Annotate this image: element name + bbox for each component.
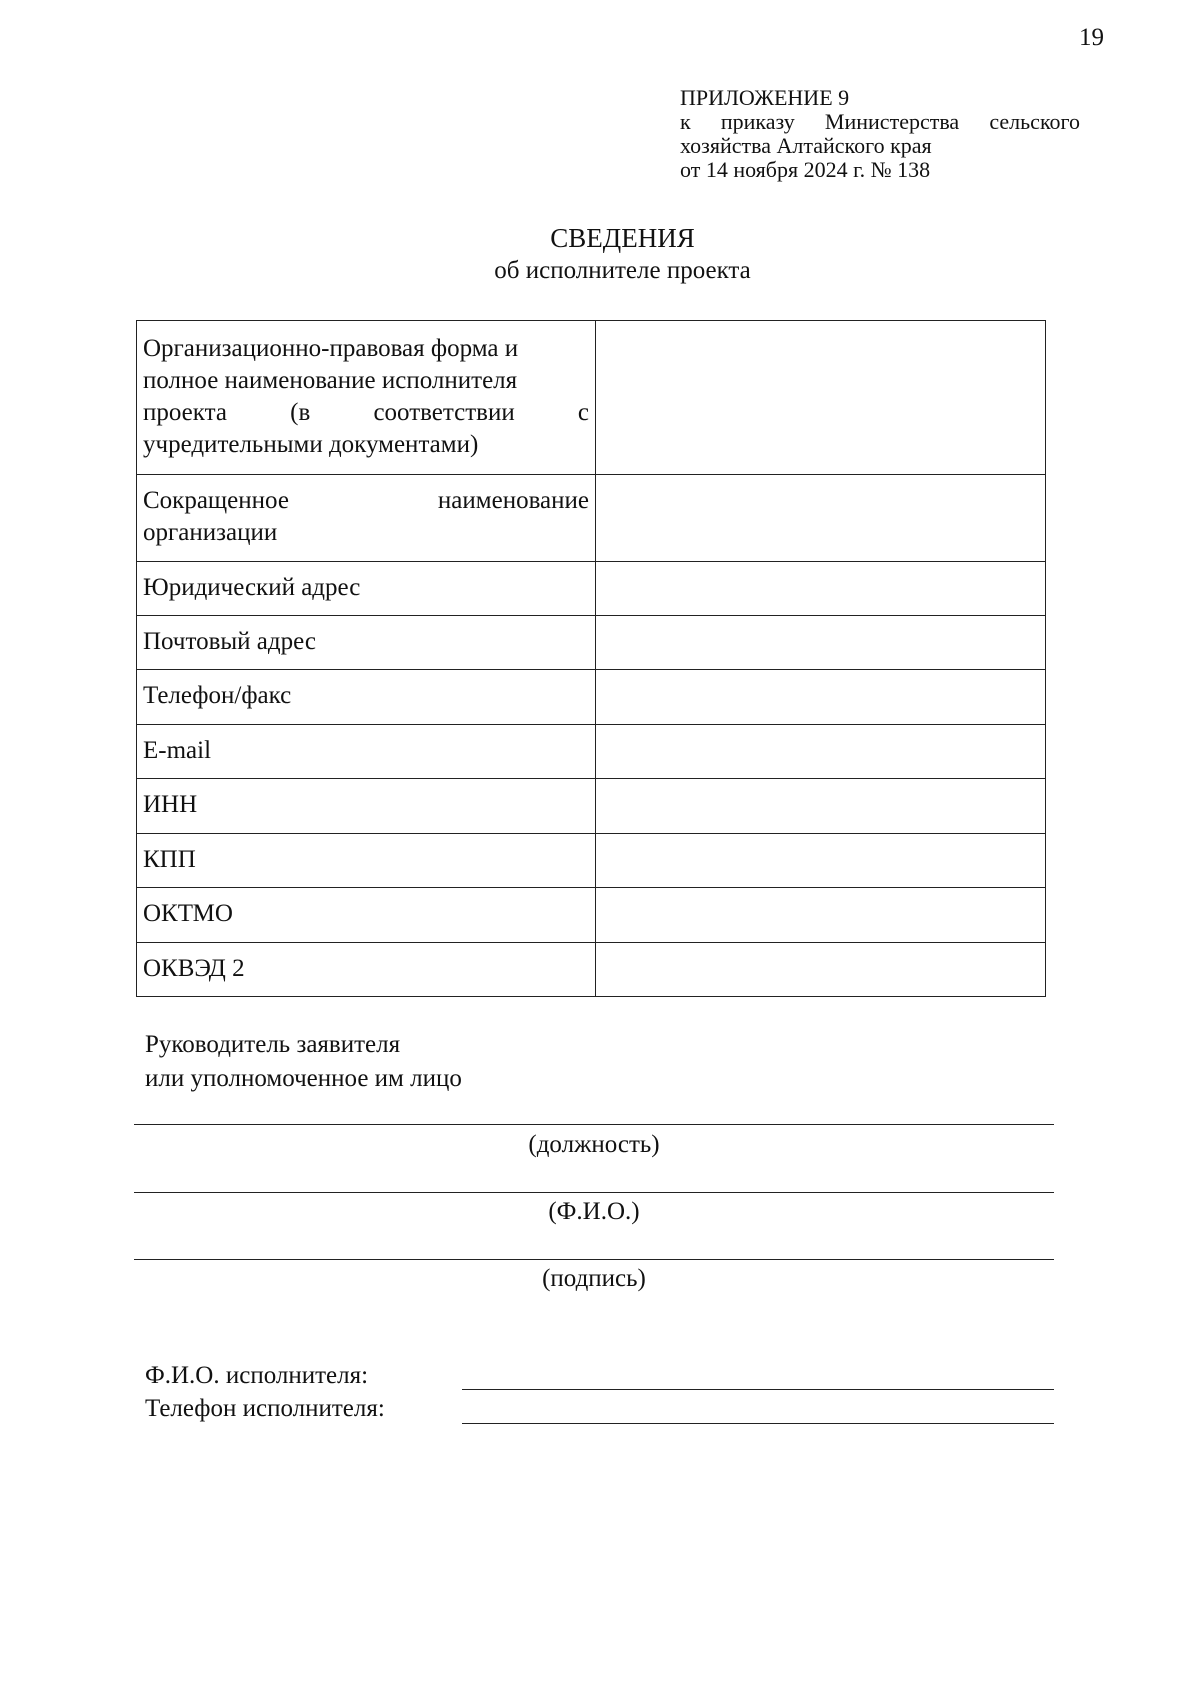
appendix-order-ref: к приказу Министерства сельского (680, 109, 1080, 134)
table-row (137, 475, 1046, 562)
table-row (137, 562, 1046, 616)
signature-line[interactable] (134, 1259, 1054, 1260)
signatory-title: Руководитель заявителя (145, 1031, 401, 1058)
row-label (137, 475, 596, 562)
appendix-title: ПРИЛОЖЕНИЕ 9 (680, 85, 850, 110)
row-value[interactable] (596, 943, 1046, 997)
signatory-subtitle: или уполномоченное им лицо (145, 1065, 462, 1092)
executor-phone-line[interactable] (462, 1423, 1054, 1424)
table-row (137, 321, 1046, 475)
document-title: СВЕДЕНИЯ (550, 223, 695, 253)
row-value[interactable] (596, 888, 1046, 943)
appendix-ministry: хозяйства Алтайского края (680, 133, 932, 158)
executor-phone-label: Телефон исполнителя: (145, 1395, 385, 1422)
executor-name-line[interactable] (462, 1389, 1054, 1390)
row-label: ИНН (137, 779, 596, 834)
table-row (137, 616, 1046, 670)
label-line: Сокращенное наименование (143, 487, 589, 514)
row-value[interactable] (596, 321, 1046, 475)
signature-caption: (подпись) (542, 1265, 646, 1292)
row-value[interactable] (596, 475, 1046, 562)
row-label: ОКТМО (137, 888, 596, 943)
row-label: Телефон/факс (137, 670, 596, 725)
table-row (137, 943, 1046, 997)
appendix-block (680, 86, 1080, 182)
table-row (137, 888, 1046, 943)
label-line: проекта (в соответствии с (143, 399, 589, 426)
full-name-caption: (Ф.И.О.) (548, 1198, 640, 1225)
row-value[interactable] (596, 670, 1046, 725)
position-line[interactable] (134, 1124, 1054, 1125)
table-row (137, 779, 1046, 834)
row-label: Почтовый адрес (137, 616, 596, 670)
page-number: 19 (1079, 24, 1104, 51)
row-value[interactable] (596, 562, 1046, 616)
label-line: полное наименование исполнителя (143, 367, 518, 394)
table-row (137, 725, 1046, 779)
row-value[interactable] (596, 616, 1046, 670)
row-label (137, 321, 596, 475)
label-line: учредительными документами) (143, 431, 479, 458)
executor-info-table (136, 320, 1046, 997)
row-value[interactable] (596, 779, 1046, 834)
label-line: организации (143, 519, 278, 546)
position-caption: (должность) (528, 1131, 660, 1158)
row-label: Юридический адрес (137, 562, 596, 616)
row-label: КПП (137, 834, 596, 888)
executor-name-label: Ф.И.О. исполнителя: (145, 1362, 369, 1389)
table-row (137, 834, 1046, 888)
signatory-block (145, 1028, 462, 1096)
row-value[interactable] (596, 834, 1046, 888)
row-label: E-mail (137, 725, 596, 779)
table-row (137, 670, 1046, 725)
appendix-date: от 14 ноября 2024 г. № 138 (680, 157, 931, 182)
document-subtitle: об исполнителе проекта (494, 257, 751, 284)
row-value[interactable] (596, 725, 1046, 779)
row-label: ОКВЭД 2 (137, 943, 596, 997)
label-line: Организационно-правовая форма и (143, 335, 519, 362)
full-name-line[interactable] (134, 1192, 1054, 1193)
